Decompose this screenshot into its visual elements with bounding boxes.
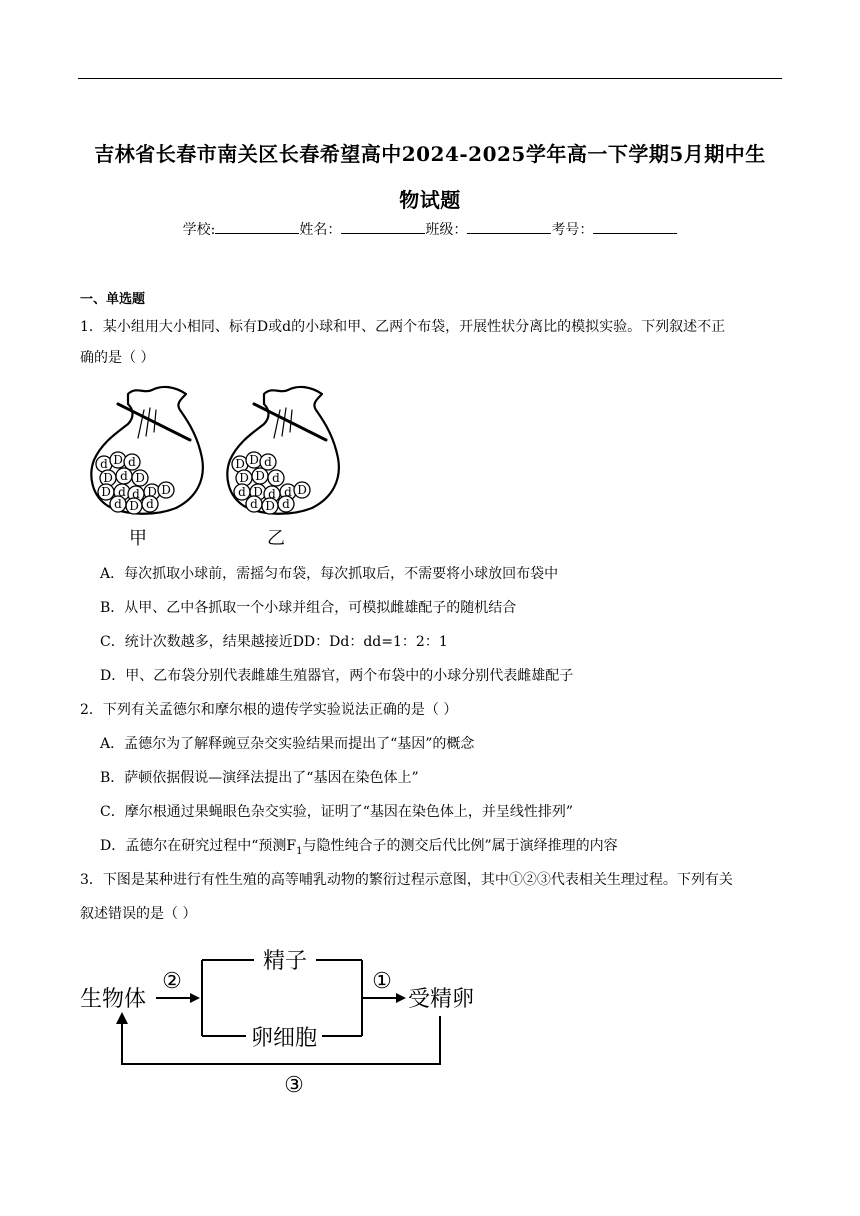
q1-option-c[interactable]: C．统计次数越多，结果越接近DD：Dd：dd=1：2：1 [100,634,448,650]
class-label: 班级： [425,222,468,238]
ball-label: D [265,499,275,513]
q1-stem-line1: 1．某小组用大小相同、标有D或d的小球和甲、乙两个布袋，开展性状分离比的模拟实验。下列叙述不正 [80,319,726,335]
q3-reproduction-diagram [76,940,496,1100]
ball-label: D [113,453,123,467]
name-blank[interactable] [341,220,425,234]
ball-label: D [147,485,157,499]
step2-label: ② [162,969,182,994]
q2-option-b[interactable]: B．萨顿依据假说—演绎法提出了“基因在染色体上” [100,770,419,786]
page-title-line2: 物试题 [399,188,461,212]
ball-label: D [249,453,259,467]
bag-yi-label: 乙 [267,528,285,549]
exam-no-label: 考号： [551,222,594,238]
ball-label: D [101,485,111,499]
q2-stem: 2．下列有关孟德尔和摩尔根的遗传学实验说法正确的是（ ） [80,702,458,718]
ball-label: d [272,471,280,485]
ball-label: D [255,469,265,483]
zygote-label: 受精卵 [408,987,475,1012]
q2-option-d[interactable] [100,835,618,857]
q1-option-a[interactable]: A．每次抓取小球前，需摇匀布袋，每次抓取后，不需要将小球放回布袋中 [100,566,559,582]
bag-jia-label: 甲 [129,528,147,549]
ball-label: D [161,483,171,497]
school-label: 学校: [182,222,216,238]
ball-label: d [282,497,290,511]
ball-label: d [284,485,292,499]
exam-no-blank[interactable] [593,220,677,234]
ball-label: D [135,471,145,485]
ball-label: d [118,485,126,499]
ball-label: d [128,455,136,469]
arrow-step3-head [116,1012,128,1024]
section-title: 一、单选题 [80,292,146,307]
q1-stem-line2: 确的是（ ） [80,350,155,366]
name-label: 姓名： [299,222,342,238]
page-title-line1: 吉林省长春市南关区长春希望高中2024-2025学年高一下学期5月期中生 [94,142,766,166]
ball-label: d [100,457,108,471]
q2-option-d-pre: D．孟德尔在研究过程中“预测F [100,838,297,854]
ball-label: D [253,485,263,499]
step1-label: ① [372,969,392,994]
ball-label: d [264,455,272,469]
q2-option-d-post: 与隐性纯合子的测交后代比例”属于演绎推理的内容 [302,838,618,854]
q3-stem-line2: 叙述错误的是（ ） [80,906,197,922]
q1-option-b[interactable]: B．从甲、乙中各抓取一个小球并组合，可模拟雌雄配子的随机结合 [100,600,517,616]
ball-label: d [238,485,246,499]
ball-label: D [239,471,249,485]
student-info-row [78,219,782,239]
ball-label: d [132,487,140,501]
school-blank[interactable] [215,220,299,234]
q1-bags-figure [86,380,346,552]
ball-label: D [235,457,245,471]
q2-option-a[interactable]: A．孟德尔为了解释豌豆杂交实验结果而提出了“基因”的概念 [100,736,475,752]
ball-label: D [297,483,307,497]
header-rule [78,78,782,79]
ball-label: d [146,497,154,511]
ball-label: d [250,497,258,511]
ball-label: d [114,497,122,511]
q2-option-c[interactable]: C．摩尔根通过果蝇眼色杂交实验，证明了“基因在染色体上，并呈线性排列” [100,804,574,820]
ball-label: D [129,499,139,513]
class-blank[interactable] [467,220,551,234]
q2-option-d-sub: 1 [296,845,303,857]
step3-label: ③ [284,1073,304,1098]
egg-label: 卵细胞 [250,1026,318,1051]
q3-stem-line1: 3．下图是某种进行有性生殖的高等哺乳动物的繁衍过程示意图，其中①②③代表相关生理过程。下列有关 [80,872,733,888]
ball-label: d [120,469,128,483]
ball-label: D [103,471,113,485]
sperm-label: 精子 [262,949,308,974]
ball-label: d [268,487,276,501]
organism-label: 生物体 [80,987,147,1012]
q1-option-d[interactable]: D．甲、乙布袋分别代表雌雄生殖器官，两个布袋中的小球分别代表雌雄配子 [100,668,574,684]
